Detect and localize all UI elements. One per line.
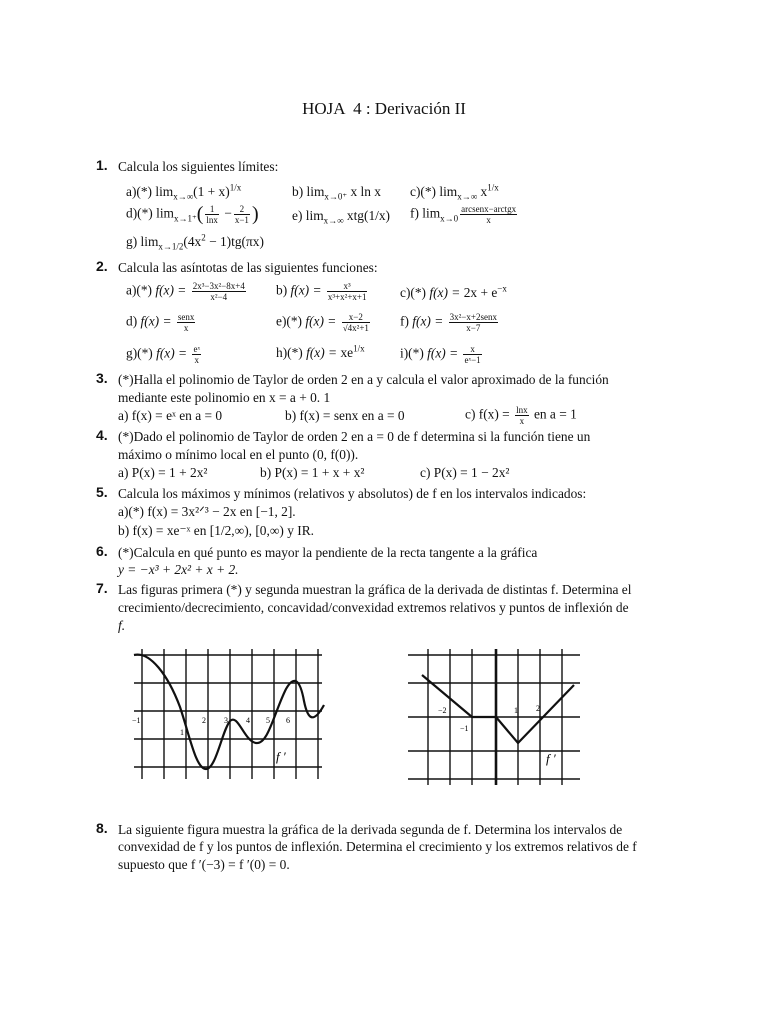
limit-g: g) $\lim_{x\to 1/2}(4x^2 - 1)tg(\pi x)$ xyxy=(126,232,264,252)
asymptote-d: d) f(x) = $\frac{\text{senx}}{x}$ xyxy=(126,312,195,333)
asymptote-e: e)(*) f(x) = $\frac{x-2}{\text{√4x²+1}}$ xyxy=(276,312,369,333)
graph-2-label: f ′ xyxy=(546,751,556,766)
problem-6-line-1: (*)Calcula en qué punto es mayor la pendiente de la recta tangente a la gráfica xyxy=(118,545,538,560)
graph-1-derivative xyxy=(128,645,328,785)
limit-f: f) $\lim_{x\to 0}$ $\frac{\text{arcsenx−arctgx}}{x}$ xyxy=(410,204,517,225)
limit-a: a)(*) $\lim_{x\to\infty}(1 + x)^{1/x}$ xyxy=(126,182,242,202)
problem-8-line-2: convexidad de f y los puntos de inflexión. Determina el crecimiento y los extremos relativos de f xyxy=(118,839,637,854)
problem-7-number: 7. xyxy=(96,580,108,596)
limit-b: b) $\lim_{x\to 0^+} x$ ln x xyxy=(292,184,381,202)
polynomial-c: c) P(x) = 1 − 2x² xyxy=(420,465,510,480)
limit-d: d)(*) $\lim_{x\to 1^+}$( $\frac{1}{\ln x}$ − $\frac{2}{x-1}$ ) xyxy=(126,203,259,225)
extrema-a: a)(*) f(x) = 3x²ᐟ³ − 2x en [−1, 2]. xyxy=(118,504,296,519)
problem-3-line-1: (*)Halla el polinomio de Taylor de orden 2 en a y calcula el valor aproximado de la función xyxy=(118,372,609,387)
asymptote-i: i)(*) f(x) = $\frac{x}{\text{eˣ−1}}$ xyxy=(400,344,481,365)
graph-1-tick: 3 xyxy=(224,716,228,725)
asymptote-f: f) f(x) = $\frac{\text{3x²−x+2senx}}{x-7}$ xyxy=(400,312,497,333)
graph-2-tick: −2 xyxy=(438,706,447,715)
graph-1-tick: 5 xyxy=(266,716,270,725)
asymptote-a: a)(*) f(x) = $\frac{\text{2x³−3x²−8x+4}}{\text{x²−4}}$ xyxy=(126,281,245,302)
taylor-b: b) f(x) = senx en a = 0 xyxy=(285,408,405,423)
graph-1-label: f ′ xyxy=(276,749,286,764)
problem-3-number: 3. xyxy=(96,370,108,386)
problem-4-line-2: máximo o mínimo local en el punto (0, f(0)). xyxy=(118,447,359,462)
taylor-c: c) f(x) = $\frac{\ln x}{x}$ en a = 1 xyxy=(465,405,577,426)
taylor-a: a) f(x) = eˣ en a = 0 xyxy=(118,408,223,423)
problem-1-statement: Calcula los siguientes límites: xyxy=(118,159,279,174)
extrema-b: b) f(x) = xe⁻ˣ en [1/2,∞), [0,∞) y IR. xyxy=(118,523,314,538)
graph-2-derivative xyxy=(404,645,584,790)
problem-2-number: 2. xyxy=(96,258,108,274)
problem-7-line-2: crecimiento/decrecimiento, concavidad/convexidad extremos relativos y puntos de inflexión de xyxy=(118,600,629,615)
asymptote-h: h)(*) $f(x) = xe^{1/x}$ xyxy=(276,343,365,360)
graph-1-tick: 4 xyxy=(246,716,250,725)
problem-8-line-3: supuesto que f ′(−3) = f ′(0) = 0. xyxy=(118,857,290,872)
polynomial-a: a) P(x) = 1 + 2x² xyxy=(118,465,208,480)
problem-4-number: 4. xyxy=(96,427,108,443)
limit-e: e) $\lim_{x\to\infty} xtg(1/x)$ xyxy=(292,208,391,226)
graph-2-tick: −1 xyxy=(460,724,469,733)
page-title: HOJA 4 : Derivación II xyxy=(302,99,466,118)
asymptote-g: g)(*) f(x) = $\frac{\text{eˣ}}{x}$ xyxy=(126,344,201,365)
graph-1-tick: 2 xyxy=(202,716,206,725)
graph-1-tick: −1 xyxy=(132,716,141,725)
problem-3-line-2: mediante este polinomio en x = a + 0. 1 xyxy=(118,390,331,405)
problem-5-line-1: Calcula los máximos y mínimos (relativos y absolutos) de f en los intervalos indicados: xyxy=(118,486,587,501)
problem-7-line-1: Las figuras primera (*) y segunda muestran la gráfica de la derivada de distintas f. Determina el xyxy=(118,582,632,597)
graph-2-tick: 1 xyxy=(514,706,518,715)
polynomial-b: b) P(x) = 1 + x + x² xyxy=(260,465,365,480)
asymptote-b: b) f(x) = $\frac{\text{x³}}{\text{x³+x²+x+1}}$ xyxy=(276,281,367,302)
problem-8-line-1: La siguiente figura muestra la gráfica de la derivada segunda de f. Determina los intervalos de xyxy=(118,822,623,837)
problem-4-line-1: (*)Dado el polinomio de Taylor de orden 2 en a = 0 de f determina si la función tiene un xyxy=(118,429,591,444)
asymptote-c: c)(*) $f(x) = 2x + e^{-x}$ xyxy=(400,283,507,300)
graph-1-tick: 1 xyxy=(180,728,184,737)
problem-5-number: 5. xyxy=(96,484,108,500)
problem-8-number: 8. xyxy=(96,820,108,836)
problem-1-number: 1. xyxy=(96,157,108,173)
problem-6-number: 6. xyxy=(96,543,108,559)
problem-6-line-2: y = −x³ + 2x² + x + 2. xyxy=(118,562,239,577)
limit-c: c)(*) $\lim_{x\to\infty} x^{1/x}$ xyxy=(410,182,499,202)
problem-2-statement: Calcula las asíntotas de las siguientes funciones: xyxy=(118,260,378,275)
graph-1-tick: 6 xyxy=(286,716,290,725)
problem-7-line-3: f. xyxy=(118,618,126,633)
graph-2-tick: 2 xyxy=(536,704,540,713)
